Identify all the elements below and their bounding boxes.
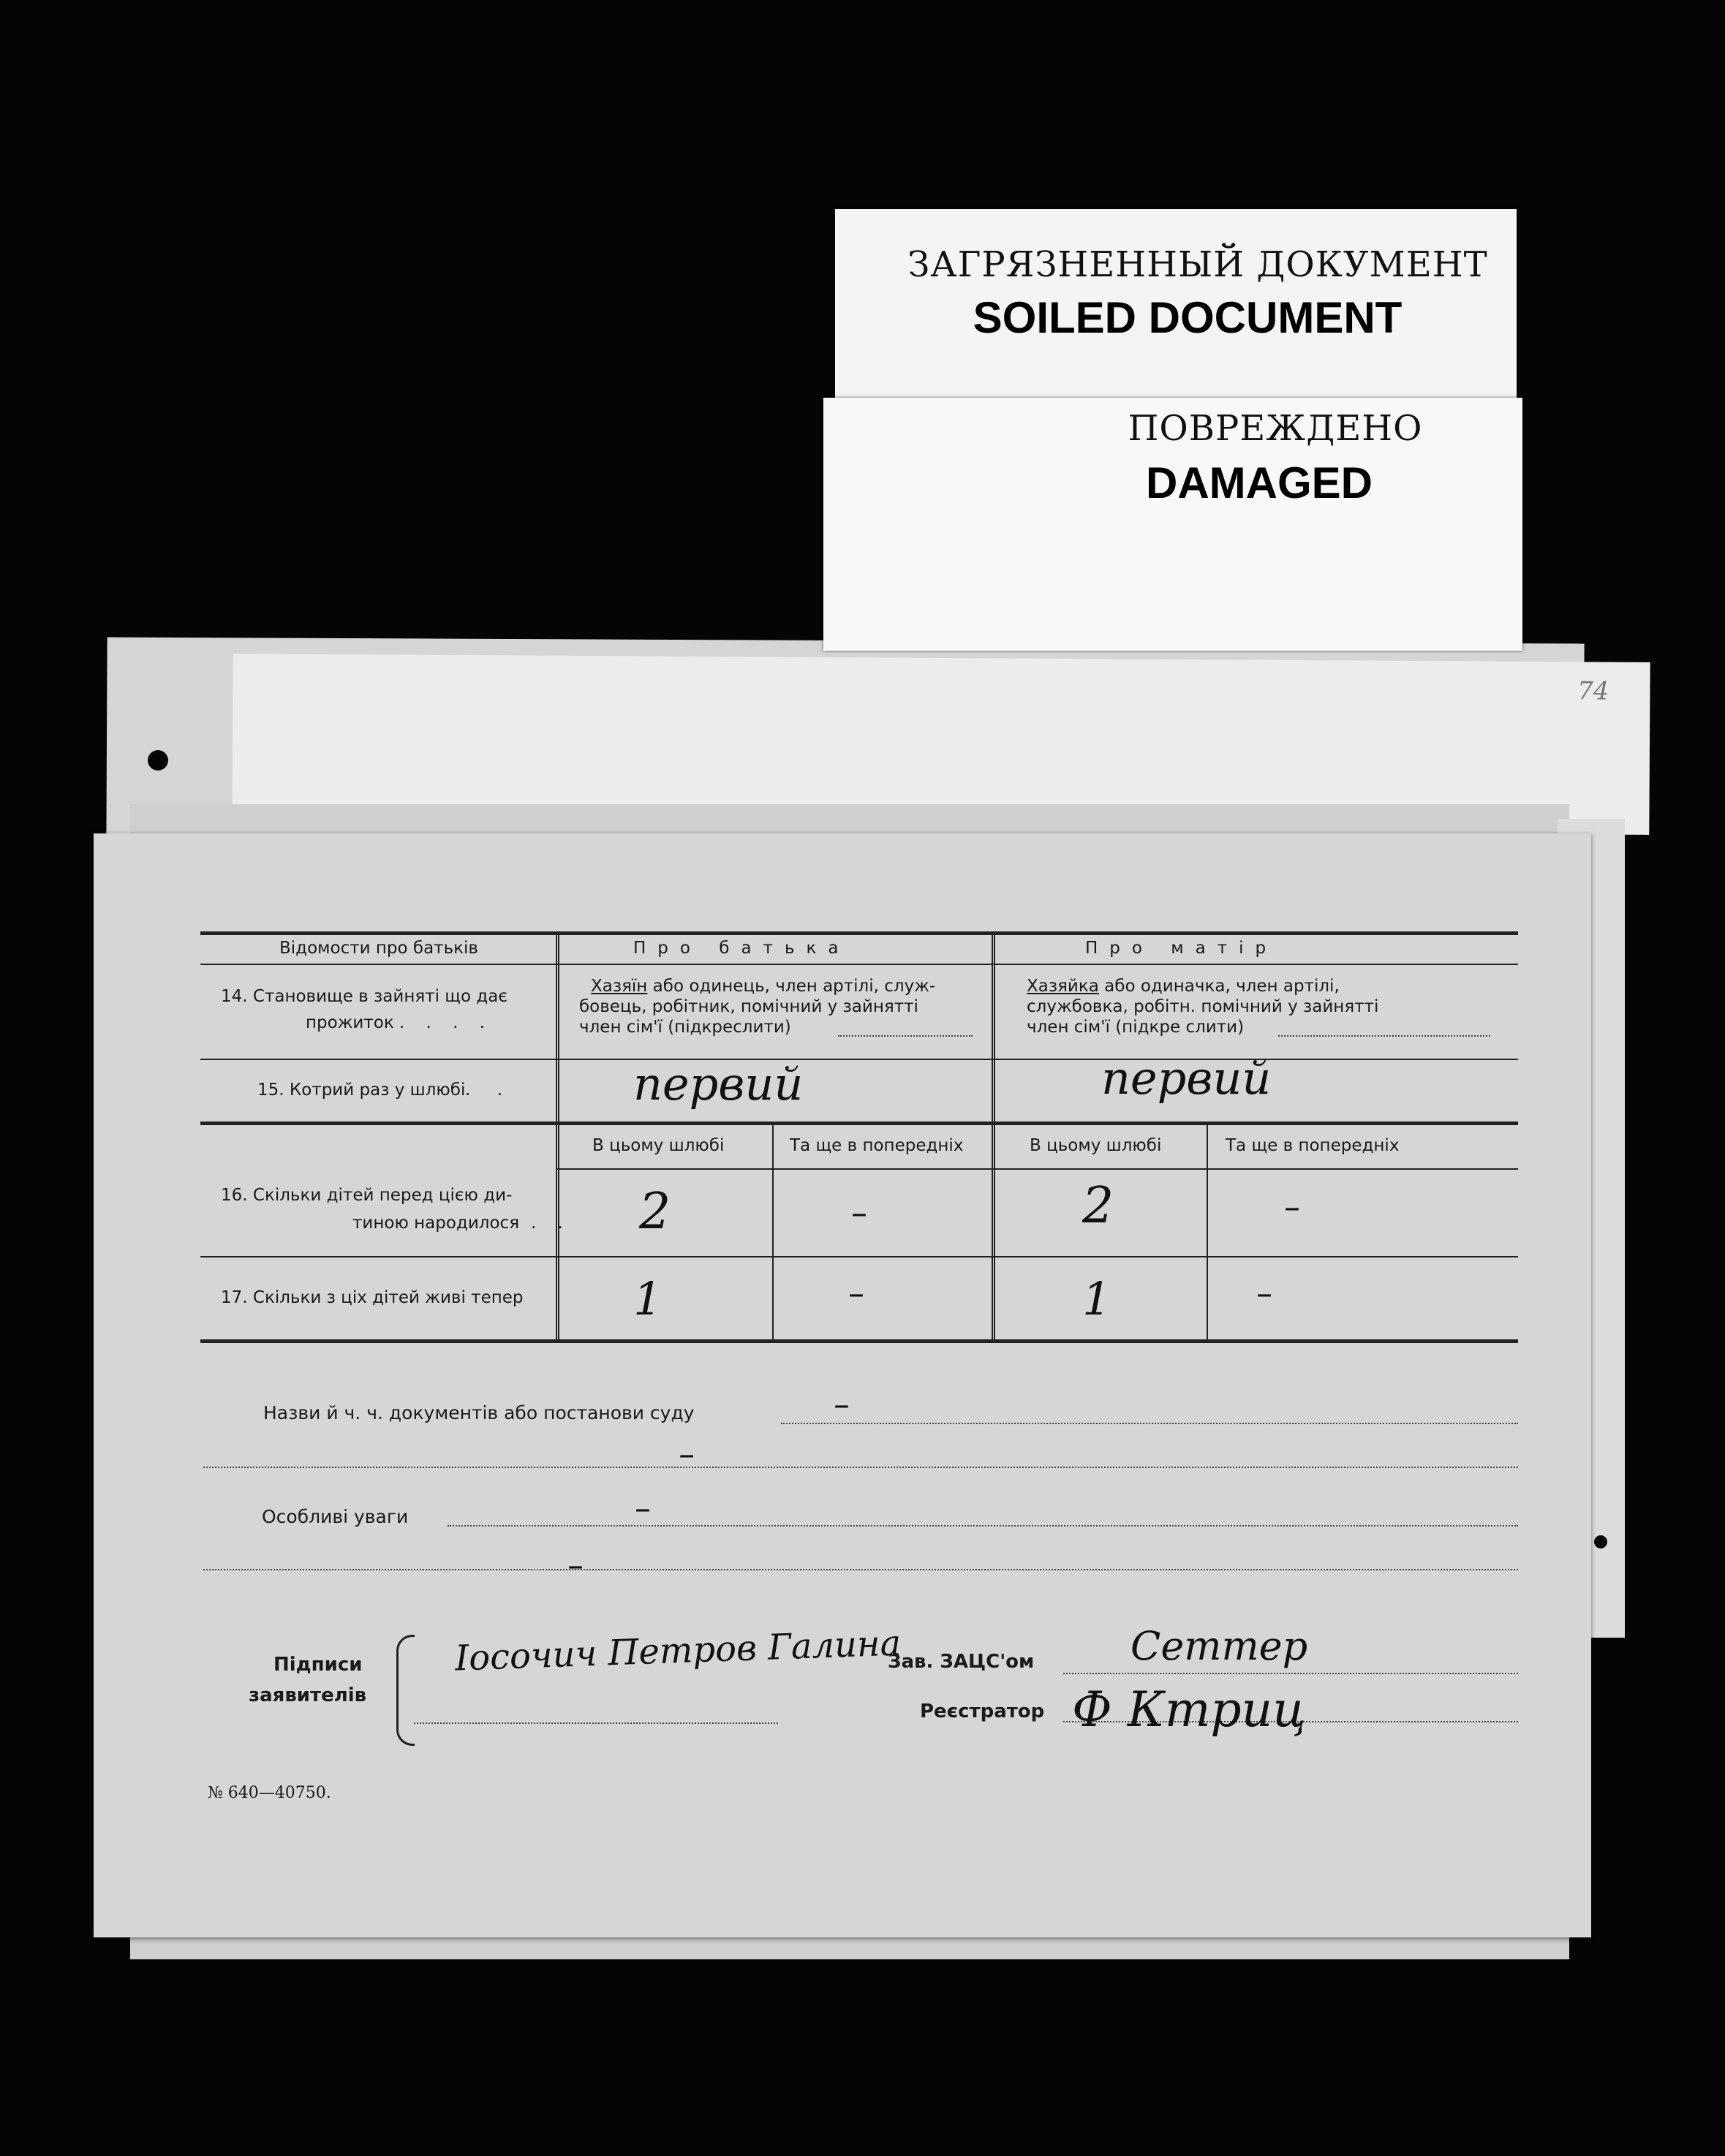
- row17-mother-previous: –: [1256, 1275, 1272, 1312]
- table-rule: [200, 1256, 1518, 1257]
- applicant-signature-line: [414, 1722, 778, 1724]
- applicants-label: Підписи: [273, 1654, 363, 1676]
- dotted-line: [838, 1035, 973, 1037]
- table-column-rule: [992, 931, 995, 1341]
- registrar-signature: Ф Ктриц: [1072, 1682, 1307, 1738]
- soiled-label-ru: ЗАГРЯЗНЕННЫЙ ДОКУМЕНТ: [907, 244, 1488, 285]
- documents-line: [781, 1423, 1518, 1424]
- row14-mother-underlined: Хазяйка: [1027, 977, 1099, 996]
- row16-father-current: 2: [639, 1183, 671, 1241]
- row17-father-previous: –: [848, 1275, 864, 1312]
- row16-mother-current: 2: [1082, 1177, 1114, 1235]
- remarks-value-2: –: [567, 1547, 584, 1584]
- row16-label: 16. Скільки дітей перед цією ди-: [221, 1186, 513, 1205]
- row15-label-dots: . .: [465, 1081, 503, 1100]
- damaged-label-en: DAMAGED: [1146, 458, 1373, 507]
- row17-label: 17. Скільки з ціх дітей живі тепер: [221, 1288, 524, 1307]
- documents-line-2: [203, 1467, 1518, 1468]
- remarks-label: Особливі уваги: [262, 1506, 409, 1527]
- remarks-line-2: [203, 1569, 1518, 1570]
- soiled-document-label: [835, 209, 1517, 428]
- row14-mother-text: або одиначка, член артілі,: [1104, 977, 1340, 996]
- row15-label: 15. Котрий раз у шлюбі: [257, 1081, 466, 1100]
- row14-label-cont: прожиток: [306, 1013, 394, 1032]
- row15-father-value: первий: [633, 1057, 804, 1111]
- row14-father-options: [591, 975, 935, 997]
- row14-father-text: або одинець, член артілі, служ-: [652, 977, 936, 996]
- documents-value: –: [834, 1386, 850, 1423]
- subheader-mother-previous: Та ще в попередніх: [1226, 1136, 1400, 1155]
- remarks-line: [448, 1525, 1518, 1527]
- row14-father-text-2: бовець, робітник, помічний у зайнятті: [579, 997, 918, 1016]
- soiled-label-en: SOILED DOCUMENT: [973, 293, 1403, 342]
- row16-father-previous: –: [851, 1195, 867, 1232]
- damaged-label-ru: ПОВРЕЖДЕНО: [1128, 408, 1423, 449]
- documents-value-2: –: [679, 1436, 695, 1473]
- registration-form-sheet: [94, 833, 1591, 1937]
- head-label: Зав. ЗАЦС'ом: [888, 1651, 1035, 1673]
- documents-label: Назви й ч. ч. документів або постанови суду: [263, 1402, 695, 1423]
- row14-label: 14. Становище в зайняті що дає: [221, 987, 507, 1006]
- header-father: Про батька: [633, 939, 850, 958]
- table-column-rule: [772, 1122, 774, 1341]
- head-signature-line: [1063, 1673, 1518, 1674]
- header-mother: Про матір: [1085, 939, 1278, 958]
- row16-label-dots: . .: [531, 1214, 563, 1233]
- head-signature: Сеттер: [1131, 1623, 1308, 1669]
- row14-father-text-3: член сім'ї (підкреслити): [579, 1018, 791, 1037]
- subheader-father-previous: Та ще в попередніх: [790, 1136, 964, 1155]
- registrar-label: Реєстратор: [920, 1701, 1045, 1722]
- row17-mother-current: 1: [1082, 1272, 1111, 1325]
- table-rule: [200, 964, 1518, 965]
- table-bottom-rule: [200, 1339, 1518, 1343]
- table-rule: [557, 1168, 1518, 1170]
- row16-label-cont: тиною народилося: [352, 1214, 520, 1233]
- table-rule: [200, 1122, 1518, 1125]
- row15-mother-value: первий: [1101, 1051, 1272, 1105]
- damaged-label: [823, 398, 1522, 651]
- table-column-rule: [1207, 1122, 1208, 1341]
- row16-mother-previous: –: [1284, 1189, 1300, 1226]
- applicants-label-2: заявителів: [249, 1684, 367, 1706]
- table-top-rule: [200, 931, 1518, 935]
- subheader-father-current: В цьому шлюбі: [592, 1136, 725, 1155]
- binder-hole: [148, 750, 168, 771]
- row14-label-dots: . . . .: [399, 1013, 485, 1032]
- page-number: 74: [1577, 676, 1609, 706]
- binder-hole: [1594, 1535, 1607, 1548]
- row14-mother-options: [1027, 975, 1340, 997]
- applicant-signature: Іосочич Петров Галина: [454, 1622, 902, 1679]
- dotted-line: [1278, 1035, 1490, 1037]
- row17-father-current: 1: [633, 1272, 663, 1325]
- row14-mother-text-3: член сім'ї (підкре слити): [1027, 1018, 1245, 1037]
- form-number: № 640—40750.: [208, 1784, 331, 1802]
- remarks-value: –: [635, 1490, 651, 1527]
- signature-brace: [396, 1635, 415, 1746]
- header-parents-info: Відомости про батьків: [279, 939, 478, 958]
- row14-mother-text-2: службовка, робітн. помічний у зайнятті: [1027, 997, 1379, 1016]
- table-column-rule: [556, 931, 559, 1341]
- row14-father-underlined: Хазяїн: [591, 977, 648, 996]
- table-rule: [200, 1059, 1518, 1060]
- subheader-mother-current: В цьому шлюбі: [1030, 1136, 1162, 1155]
